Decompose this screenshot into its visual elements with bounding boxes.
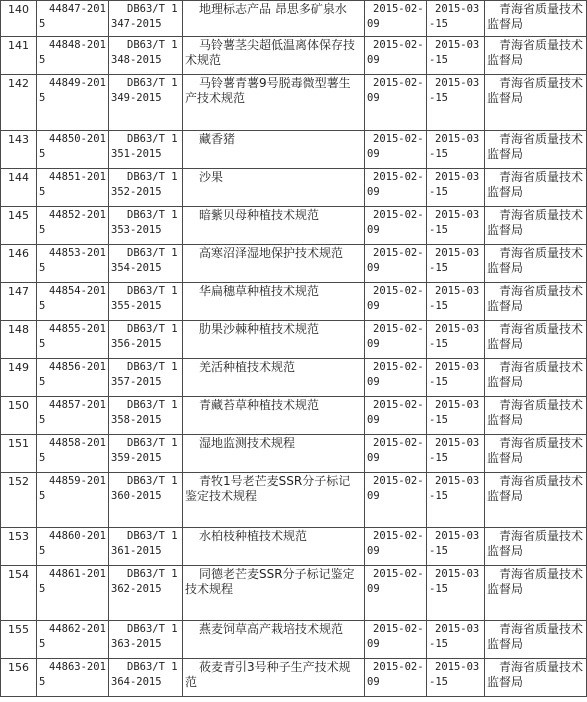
standard-name: 地理标志产品 昂思多矿泉水	[183, 1, 365, 37]
issuing-authority: 青海省质量技术监督局	[485, 321, 587, 359]
publish-date: 2015-02-09	[365, 397, 427, 435]
row-index: 140	[1, 1, 37, 37]
standard-number: DB63/T 1348-2015	[109, 37, 183, 75]
standard-name: 燕麦饲草高产栽培技术规范	[183, 621, 365, 659]
table-row	[1, 435, 587, 473]
standard-number: DB63/T 1351-2015	[109, 131, 183, 169]
publish-date: 2015-02-09	[365, 37, 427, 75]
issuing-authority: 青海省质量技术监督局	[485, 359, 587, 397]
publish-date: 2015-02-09	[365, 659, 427, 697]
table-row	[1, 131, 587, 169]
issuing-authority: 青海省质量技术监督局	[485, 75, 587, 131]
record-code: 44860-2015	[37, 528, 109, 566]
record-code: 44858-2015	[37, 435, 109, 473]
row-index: 148	[1, 321, 37, 359]
standard-number: DB63/T 1347-2015	[109, 1, 183, 37]
table-row	[1, 321, 587, 359]
table-row	[1, 359, 587, 397]
implement-date: 2015-03-15	[427, 359, 485, 397]
standard-number: DB63/T 1361-2015	[109, 528, 183, 566]
standard-number: DB63/T 1362-2015	[109, 566, 183, 621]
publish-date: 2015-02-09	[365, 245, 427, 283]
table-row	[1, 1, 587, 37]
publish-date: 2015-02-09	[365, 359, 427, 397]
standard-number: DB63/T 1349-2015	[109, 75, 183, 131]
record-code: 44859-2015	[37, 473, 109, 528]
standard-name: 马铃薯青薯9号脱毒微型薯生产技术规范	[183, 75, 365, 131]
row-index: 144	[1, 169, 37, 207]
issuing-authority: 青海省质量技术监督局	[485, 131, 587, 169]
standard-number: DB63/T 1354-2015	[109, 245, 183, 283]
table-row	[1, 566, 587, 621]
standard-name: 水柏枝种植技术规范	[183, 528, 365, 566]
publish-date: 2015-02-09	[365, 435, 427, 473]
standard-name: 华扁穗草种植技术规范	[183, 283, 365, 321]
row-index: 153	[1, 528, 37, 566]
standard-name: 青藏苔草种植技术规范	[183, 397, 365, 435]
record-code: 44861-2015	[37, 566, 109, 621]
table-row	[1, 169, 587, 207]
implement-date: 2015-03-15	[427, 397, 485, 435]
standard-name: 高寒沼泽湿地保护技术规范	[183, 245, 365, 283]
implement-date: 2015-03-15	[427, 75, 485, 131]
table-row	[1, 528, 587, 566]
issuing-authority: 青海省质量技术监督局	[485, 473, 587, 528]
row-index: 146	[1, 245, 37, 283]
implement-date: 2015-03-15	[427, 566, 485, 621]
record-code: 44854-2015	[37, 283, 109, 321]
issuing-authority: 青海省质量技术监督局	[485, 566, 587, 621]
issuing-authority: 青海省质量技术监督局	[485, 245, 587, 283]
implement-date: 2015-03-15	[427, 321, 485, 359]
publish-date: 2015-02-09	[365, 473, 427, 528]
standard-number: DB63/T 1363-2015	[109, 621, 183, 659]
record-code: 44857-2015	[37, 397, 109, 435]
issuing-authority: 青海省质量技术监督局	[485, 169, 587, 207]
implement-date: 2015-03-15	[427, 473, 485, 528]
standard-number: DB63/T 1360-2015	[109, 473, 183, 528]
table-row	[1, 245, 587, 283]
standard-number: DB63/T 1353-2015	[109, 207, 183, 245]
publish-date: 2015-02-09	[365, 75, 427, 131]
publish-date: 2015-02-09	[365, 528, 427, 566]
issuing-authority: 青海省质量技术监督局	[485, 37, 587, 75]
table-row	[1, 397, 587, 435]
row-index: 155	[1, 621, 37, 659]
record-code: 44862-2015	[37, 621, 109, 659]
publish-date: 2015-02-09	[365, 169, 427, 207]
standard-name: 同德老芒麦SSR分子标记鉴定技术规程	[183, 566, 365, 621]
implement-date: 2015-03-15	[427, 131, 485, 169]
issuing-authority: 青海省质量技术监督局	[485, 659, 587, 697]
row-index: 147	[1, 283, 37, 321]
table-row	[1, 37, 587, 75]
publish-date: 2015-02-09	[365, 566, 427, 621]
standard-name: 羌活种植技术规范	[183, 359, 365, 397]
row-index: 145	[1, 207, 37, 245]
standard-number: DB63/T 1359-2015	[109, 435, 183, 473]
record-code: 44863-2015	[37, 659, 109, 697]
issuing-authority: 青海省质量技术监督局	[485, 283, 587, 321]
implement-date: 2015-03-15	[427, 245, 485, 283]
standard-name: 暗紫贝母种植技术规范	[183, 207, 365, 245]
implement-date: 2015-03-15	[427, 435, 485, 473]
standard-number: DB63/T 1355-2015	[109, 283, 183, 321]
publish-date: 2015-02-09	[365, 207, 427, 245]
standard-number: DB63/T 1358-2015	[109, 397, 183, 435]
publish-date: 2015-02-09	[365, 321, 427, 359]
row-index: 143	[1, 131, 37, 169]
implement-date: 2015-03-15	[427, 207, 485, 245]
publish-date: 2015-02-09	[365, 283, 427, 321]
publish-date: 2015-02-09	[365, 621, 427, 659]
table-row	[1, 659, 587, 697]
row-index: 156	[1, 659, 37, 697]
implement-date: 2015-03-15	[427, 1, 485, 37]
record-code: 44853-2015	[37, 245, 109, 283]
row-index: 141	[1, 37, 37, 75]
record-code: 44855-2015	[37, 321, 109, 359]
table-row	[1, 283, 587, 321]
standard-number: DB63/T 1352-2015	[109, 169, 183, 207]
table-row	[1, 75, 587, 131]
row-index: 151	[1, 435, 37, 473]
publish-date: 2015-02-09	[365, 1, 427, 37]
standard-name: 沙果	[183, 169, 365, 207]
row-index: 150	[1, 397, 37, 435]
issuing-authority: 青海省质量技术监督局	[485, 207, 587, 245]
standard-number: DB63/T 1356-2015	[109, 321, 183, 359]
record-code: 44850-2015	[37, 131, 109, 169]
record-code: 44848-2015	[37, 37, 109, 75]
record-code: 44849-2015	[37, 75, 109, 131]
standard-name: 湿地监测技术规程	[183, 435, 365, 473]
publish-date: 2015-02-09	[365, 131, 427, 169]
implement-date: 2015-03-15	[427, 659, 485, 697]
row-index: 152	[1, 473, 37, 528]
standard-name: 马铃薯茎尖超低温离体保存技术规范	[183, 37, 365, 75]
standard-number: DB63/T 1357-2015	[109, 359, 183, 397]
row-index: 149	[1, 359, 37, 397]
record-code: 44852-2015	[37, 207, 109, 245]
implement-date: 2015-03-15	[427, 37, 485, 75]
table-row	[1, 473, 587, 528]
row-index: 154	[1, 566, 37, 621]
standard-number: DB63/T 1364-2015	[109, 659, 183, 697]
row-index: 142	[1, 75, 37, 131]
issuing-authority: 青海省质量技术监督局	[485, 528, 587, 566]
record-code: 44847-2015	[37, 1, 109, 37]
record-code: 44851-2015	[37, 169, 109, 207]
implement-date: 2015-03-15	[427, 283, 485, 321]
implement-date: 2015-03-15	[427, 621, 485, 659]
issuing-authority: 青海省质量技术监督局	[485, 621, 587, 659]
issuing-authority: 青海省质量技术监督局	[485, 435, 587, 473]
record-code: 44856-2015	[37, 359, 109, 397]
standard-name: 莜麦青引3号种子生产技术规范	[183, 659, 365, 697]
issuing-authority: 青海省质量技术监督局	[485, 1, 587, 37]
table-row	[1, 207, 587, 245]
standard-name: 肋果沙棘种植技术规范	[183, 321, 365, 359]
issuing-authority: 青海省质量技术监督局	[485, 397, 587, 435]
table-row	[1, 621, 587, 659]
implement-date: 2015-03-15	[427, 169, 485, 207]
implement-date: 2015-03-15	[427, 528, 485, 566]
standard-name: 青牧1号老芒麦SSR分子标记鉴定技术规程	[183, 473, 365, 528]
standard-name: 藏香猪	[183, 131, 365, 169]
